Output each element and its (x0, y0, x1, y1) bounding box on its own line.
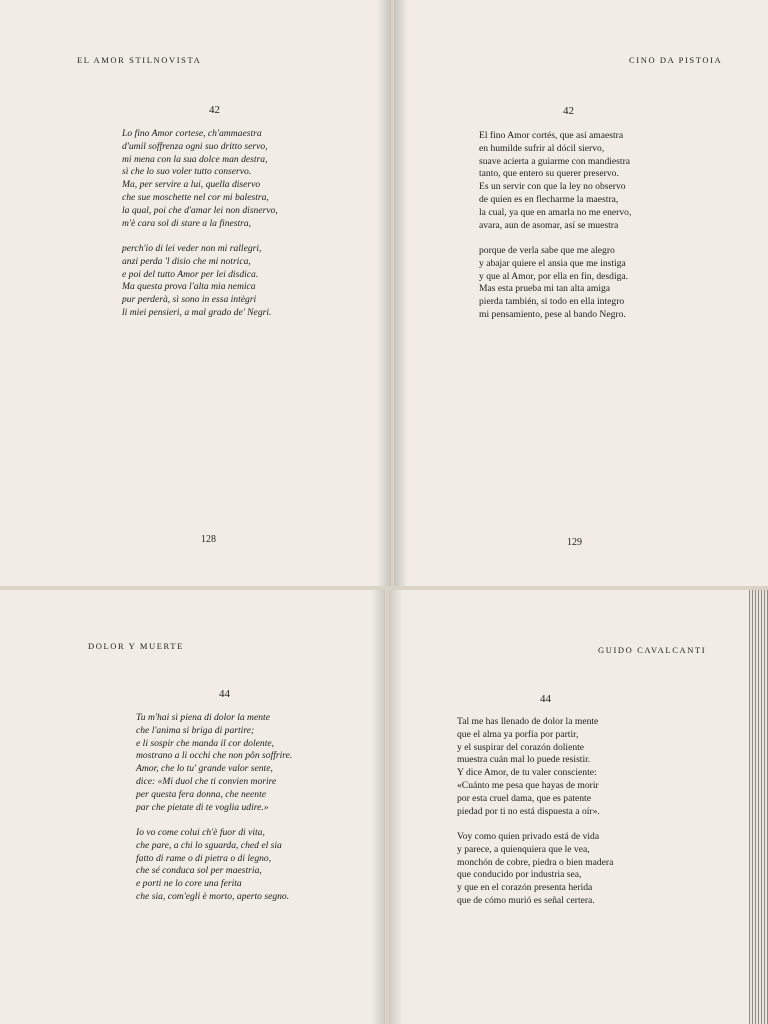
stanza-2 (457, 831, 613, 908)
poem-line: pur perderà, sì sono in essa intègri (122, 294, 257, 306)
poem-line: par che pietate di te voglia udire.» (136, 801, 269, 813)
poem-line: que el alma ya porfía por partir, (457, 728, 579, 740)
poem-line: Ma, per servire a lui, quella diservo (122, 179, 261, 191)
poem-line: m'è cara sol di stare a la finestra, (122, 217, 252, 229)
poem-line: que de cómo murió es señal certera. (457, 894, 595, 906)
poem-line: e poi del tutto Amor per lei disdica. (122, 268, 259, 280)
running-header: CINO DA PISTOIA (629, 55, 723, 65)
poem-number: 42 (209, 104, 220, 116)
book-page-edges (749, 590, 768, 1024)
poem-line: dice: «Mi duol che ti convien morire (136, 775, 277, 787)
poem-line: Mas esta prueba mi tan alta amiga (479, 283, 611, 295)
poem-line: muestra cuán mal lo puede resistir. (457, 754, 591, 766)
stanza-2 (479, 245, 631, 322)
running-header: EL AMOR STILNOVISTA (77, 55, 202, 65)
poem-line: y que al Amor, por ella en fin, desdiga. (479, 270, 629, 282)
page-guido-cavalcanti (389, 590, 749, 1024)
page-number: 129 (567, 537, 582, 548)
poem-line: Voy como quien privado está de vida (457, 830, 600, 842)
poem-line: fatto di rame o di pietra o di legno, (136, 852, 272, 864)
page-gutter-shadow (389, 590, 403, 1024)
poem-line: sì che lo suo voler tutto conservo. (122, 166, 252, 178)
running-header: GUIDO CAVALCANTI (598, 645, 707, 655)
stanza-2 (136, 827, 292, 904)
stanza-1 (122, 128, 278, 230)
page-number: 128 (201, 534, 216, 545)
poem-line: mostrano a li occhi che non pôn soffrire. (136, 750, 293, 762)
poem-line: por esta cruel dama, que es patente (457, 792, 591, 804)
poem-line: d'umil soffrenza ogni suo dritto servo, (122, 140, 268, 152)
poem-line: anzi perda 'l disio che mi notrica, (122, 255, 251, 267)
stanza-2 (122, 243, 278, 320)
stanza-1 (136, 712, 292, 814)
page-129 (394, 0, 768, 586)
stanza-1 (457, 716, 613, 818)
poem-line: mi pensamiento, pese al bando Negro. (479, 308, 626, 320)
poem-line: la cual, ya que en amarla no me enervo, (479, 206, 632, 218)
poem-italian (136, 712, 292, 904)
poem-line: per questa fera donna, che neente (136, 788, 267, 800)
poem-line: Tal me has llenado de dolor la mente (457, 716, 599, 727)
poem-number: 42 (563, 105, 574, 117)
page-gutter-shadow (371, 590, 385, 1024)
poem-line: e li sospir che manda il cor dolente, (136, 737, 275, 749)
poem-line: en humilde sufrir al dócil siervo, (479, 142, 605, 154)
poem-line: monchón de cobre, piedra o bien madera (457, 856, 614, 868)
poem-line: che pare, a chi lo sguarda, ched el sia (136, 839, 282, 851)
poem-line: y el suspirar del corazón doliente (457, 741, 585, 753)
poem-line: avara, aun de asomar, así se muestra (479, 219, 619, 231)
poem-line: Lo fino Amor cortese, ch'ammaestra (122, 128, 262, 139)
poem-line: mi mena con la sua dolce man destra, (122, 153, 268, 165)
poem-line: que conducido por industria sea, (457, 869, 582, 881)
poem-line: la qual, poi che d'amar lei non disnervo, (122, 204, 278, 216)
poem-line: piedad por ti no está dispuesta a oír». (457, 805, 600, 817)
poem-line: El fino Amor cortés, que así amaestra (479, 130, 624, 141)
poem-line: y que en el corazón presenta herida (457, 882, 593, 894)
poem-line: Io vo come colui ch'è fuor di vita, (136, 826, 265, 838)
poem-line: e porti ne lo core una ferita (136, 878, 242, 890)
poem-line: che sue moschette nel cor mi balestra, (122, 191, 269, 203)
running-header: DOLOR Y MUERTE (88, 641, 184, 651)
poem-line: suave acierta a guiarme con mandiestra (479, 155, 631, 167)
poem-italian (122, 128, 278, 320)
poem-line: de quien es en flecharme la maestra, (479, 193, 619, 205)
poem-line: Ma questa prova l'alta mia nemica (122, 281, 256, 293)
poem-line: y parece, a quienquiera que le vea, (457, 843, 590, 855)
poem-spanish (457, 716, 613, 908)
page-dolor-y-muerte (0, 590, 385, 1024)
poem-line: Tu m'hai sì piena di dolor la mente (136, 712, 270, 723)
poem-line: li miei pensieri, a mal grado de' Negri. (122, 306, 272, 318)
poem-line: che l'anima si briga di partire; (136, 724, 255, 736)
poem-line: che sé conduca sol per maestria, (136, 865, 262, 877)
poem-line: tanto, que entero su querer preservo. (479, 168, 619, 180)
page-128 (0, 0, 391, 586)
stanza-1 (479, 130, 631, 232)
poem-line: y abajar quiere el ansia que me instiga (479, 257, 626, 269)
poem-line: che sia, com'egli è morto, aperto segno. (136, 890, 290, 902)
poem-number: 44 (219, 688, 230, 700)
poem-line: pierda también, si todo en ella integro (479, 296, 625, 308)
poem-line: perch'io di lei veder non mi rallegri, (122, 242, 262, 254)
poem-line: Es un servir con que la ley no observo (479, 181, 626, 193)
poem-line: Amor, che lo tu' grande valor sente, (136, 763, 273, 775)
poem-line: porque de verla sabe que me alegro (479, 244, 615, 256)
poem-line: Y dice Amor, de tu valer consciente: (457, 767, 597, 779)
page-gutter-shadow (394, 0, 408, 586)
page-gutter-shadow (377, 0, 391, 586)
poem-line: «Cuánto me pesa que hayas de morir (457, 779, 599, 791)
poem-spanish (479, 130, 631, 322)
poem-number: 44 (540, 693, 551, 705)
